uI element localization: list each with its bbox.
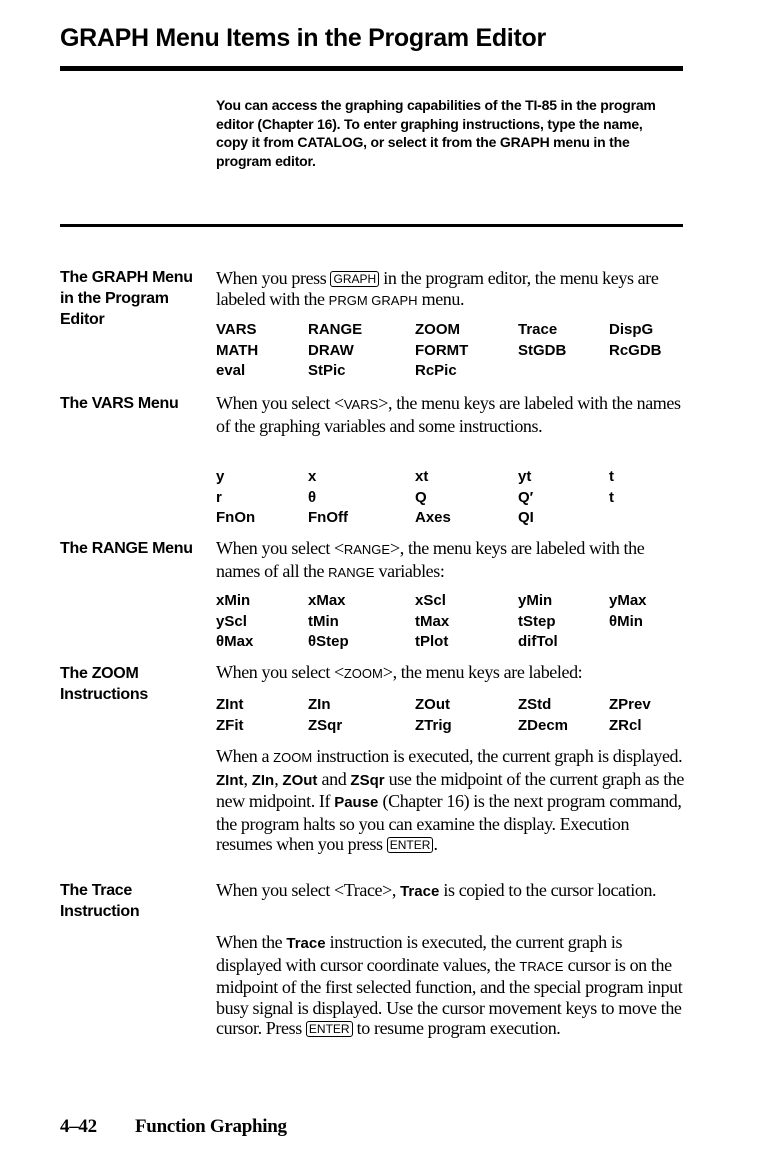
menu-item: x	[308, 468, 317, 485]
vars-label: VARS	[343, 397, 379, 412]
menu-item: r	[216, 488, 222, 506]
zoom-instructions-heading: The ZOOM Instructions	[60, 665, 148, 703]
menu-item: MATH	[216, 341, 259, 359]
chapter-title: Function Graphing	[135, 1116, 287, 1137]
graph-menu-heading: The GRAPH Menu in the Program Editor	[60, 269, 193, 328]
prgm-graph-label: PRGM GRAPH	[328, 292, 418, 308]
menu-item: ZTrig	[415, 716, 452, 734]
vars-menu-heading: The VARS Menu	[60, 395, 179, 412]
menu-item: tStep	[518, 612, 556, 630]
menu-item: θMin	[609, 612, 643, 630]
menu-item: DispG	[609, 321, 654, 338]
section-divider	[60, 224, 683, 227]
menu-item: Q′	[518, 488, 534, 506]
menu-item: xScl	[415, 592, 446, 609]
menu-item: yMin	[518, 592, 553, 609]
page-title: GRAPH Menu Items in the Program Editor	[60, 24, 546, 52]
menu-item: xt	[415, 468, 429, 485]
menu-item: VARS	[216, 321, 257, 338]
menu-item: yMax	[609, 592, 647, 609]
page-footer	[60, 1116, 287, 1138]
graph-key: GRAPH	[330, 271, 379, 287]
zoom-execution-paragraph: When a ZOOM instruction is executed, the current graph is displayed. ZInt, ZIn, ZOut and ZSqr use the midpoint of the current graph as the new midpoint. If Pause (Chapter 16) is the next program command, the program halts so you can examine the display. Execution resumes when you press ENTER .	[216, 746, 684, 854]
menu-item: ZPrev	[609, 696, 651, 713]
menu-item: θStep	[308, 633, 349, 650]
menu-item: ZRcl	[609, 716, 642, 734]
range-label: RANGE	[343, 542, 391, 557]
menu-item: Trace	[518, 321, 558, 338]
menu-item: Axes	[415, 509, 451, 526]
menu-item: DRAW	[308, 341, 354, 359]
menu-item: xMin	[216, 592, 251, 609]
menu-item: StPic	[308, 362, 346, 379]
menu-item: StGDB	[518, 341, 567, 359]
menu-item: t	[609, 488, 614, 506]
menu-item: eval	[216, 362, 246, 379]
menu-item: yt	[518, 468, 532, 485]
menu-item: ZOut	[415, 696, 450, 713]
menu-item: xMax	[308, 592, 346, 609]
vars-menu-paragraph: When you select <VARS>, the menu keys are labeled with the names of the graphing variables and some instructions.	[216, 393, 681, 436]
graph-menu-paragraph: When you press GRAPH in the program editor, the menu keys are labeled with the PRGM GRAPH menu.	[216, 268, 659, 309]
menu-item: ZStd	[518, 696, 552, 713]
zoom-label: ZOOM	[343, 666, 383, 681]
zoom-paragraph: When you select <ZOOM>, the menu keys are labeled:	[216, 662, 583, 682]
menu-item: yScl	[216, 612, 247, 630]
menu-item: RANGE	[308, 321, 363, 338]
enter-key: ENTER	[306, 1021, 353, 1037]
menu-item: t	[609, 468, 614, 485]
trace-instruction-heading: The Trace Instruction	[60, 882, 140, 920]
menu-item: FnOff	[308, 509, 348, 526]
menu-item: FORMT	[415, 341, 469, 359]
menu-item: difTol	[518, 633, 558, 650]
menu-item: QI	[518, 509, 534, 526]
menu-item: ZFit	[216, 716, 244, 734]
range-menu-heading: The RANGE Menu	[60, 540, 193, 557]
menu-item: RcPic	[415, 362, 457, 379]
menu-item: ZIn	[308, 696, 331, 713]
menu-item: ZInt	[216, 696, 244, 713]
menu-item: ZSqr	[308, 716, 343, 734]
menu-item: tMin	[308, 612, 339, 630]
trace-label: Trace	[343, 880, 383, 900]
menu-item: FnOn	[216, 509, 256, 526]
menu-item: RcGDB	[609, 341, 662, 359]
menu-item: y	[216, 468, 225, 485]
menu-item: Q	[415, 488, 427, 506]
menu-item: ZOOM	[415, 321, 460, 338]
menu-item: ZDecm	[518, 716, 569, 734]
enter-key: ENTER	[387, 837, 434, 853]
trace-execution-paragraph: When the Trace instruction is executed, the current graph is displayed with cursor coordinate values, the TRACE cursor is on the midpoint of the first selected function, and the special program input busy signal is displayed. Use the cursor movement keys to move the cursor. Press ENTER to resume program execution.	[216, 932, 683, 1038]
menu-item: tPlot	[415, 633, 449, 650]
range-variables-label: RANGE	[328, 564, 375, 580]
page-number: 4–42	[60, 1116, 97, 1137]
top-divider	[60, 66, 683, 71]
menu-item: θ	[308, 488, 317, 506]
menu-item: θMax	[216, 633, 254, 650]
range-menu-paragraph: When you select <RANGE>, the menu keys are labeled with the names of all the RANGE variables:	[216, 538, 645, 581]
trace-select-paragraph: When you select <Trace>, Trace is copied to the cursor location.	[216, 880, 657, 900]
intro-paragraph: You can access the graphing capabilities of the TI-85 in the program editor (Chapter 16). To enter graphing instructions, type the name, copy it from CATALOG, or select it from the GRAPH menu in the program editor.	[216, 97, 656, 169]
menu-item: tMax	[415, 612, 450, 630]
